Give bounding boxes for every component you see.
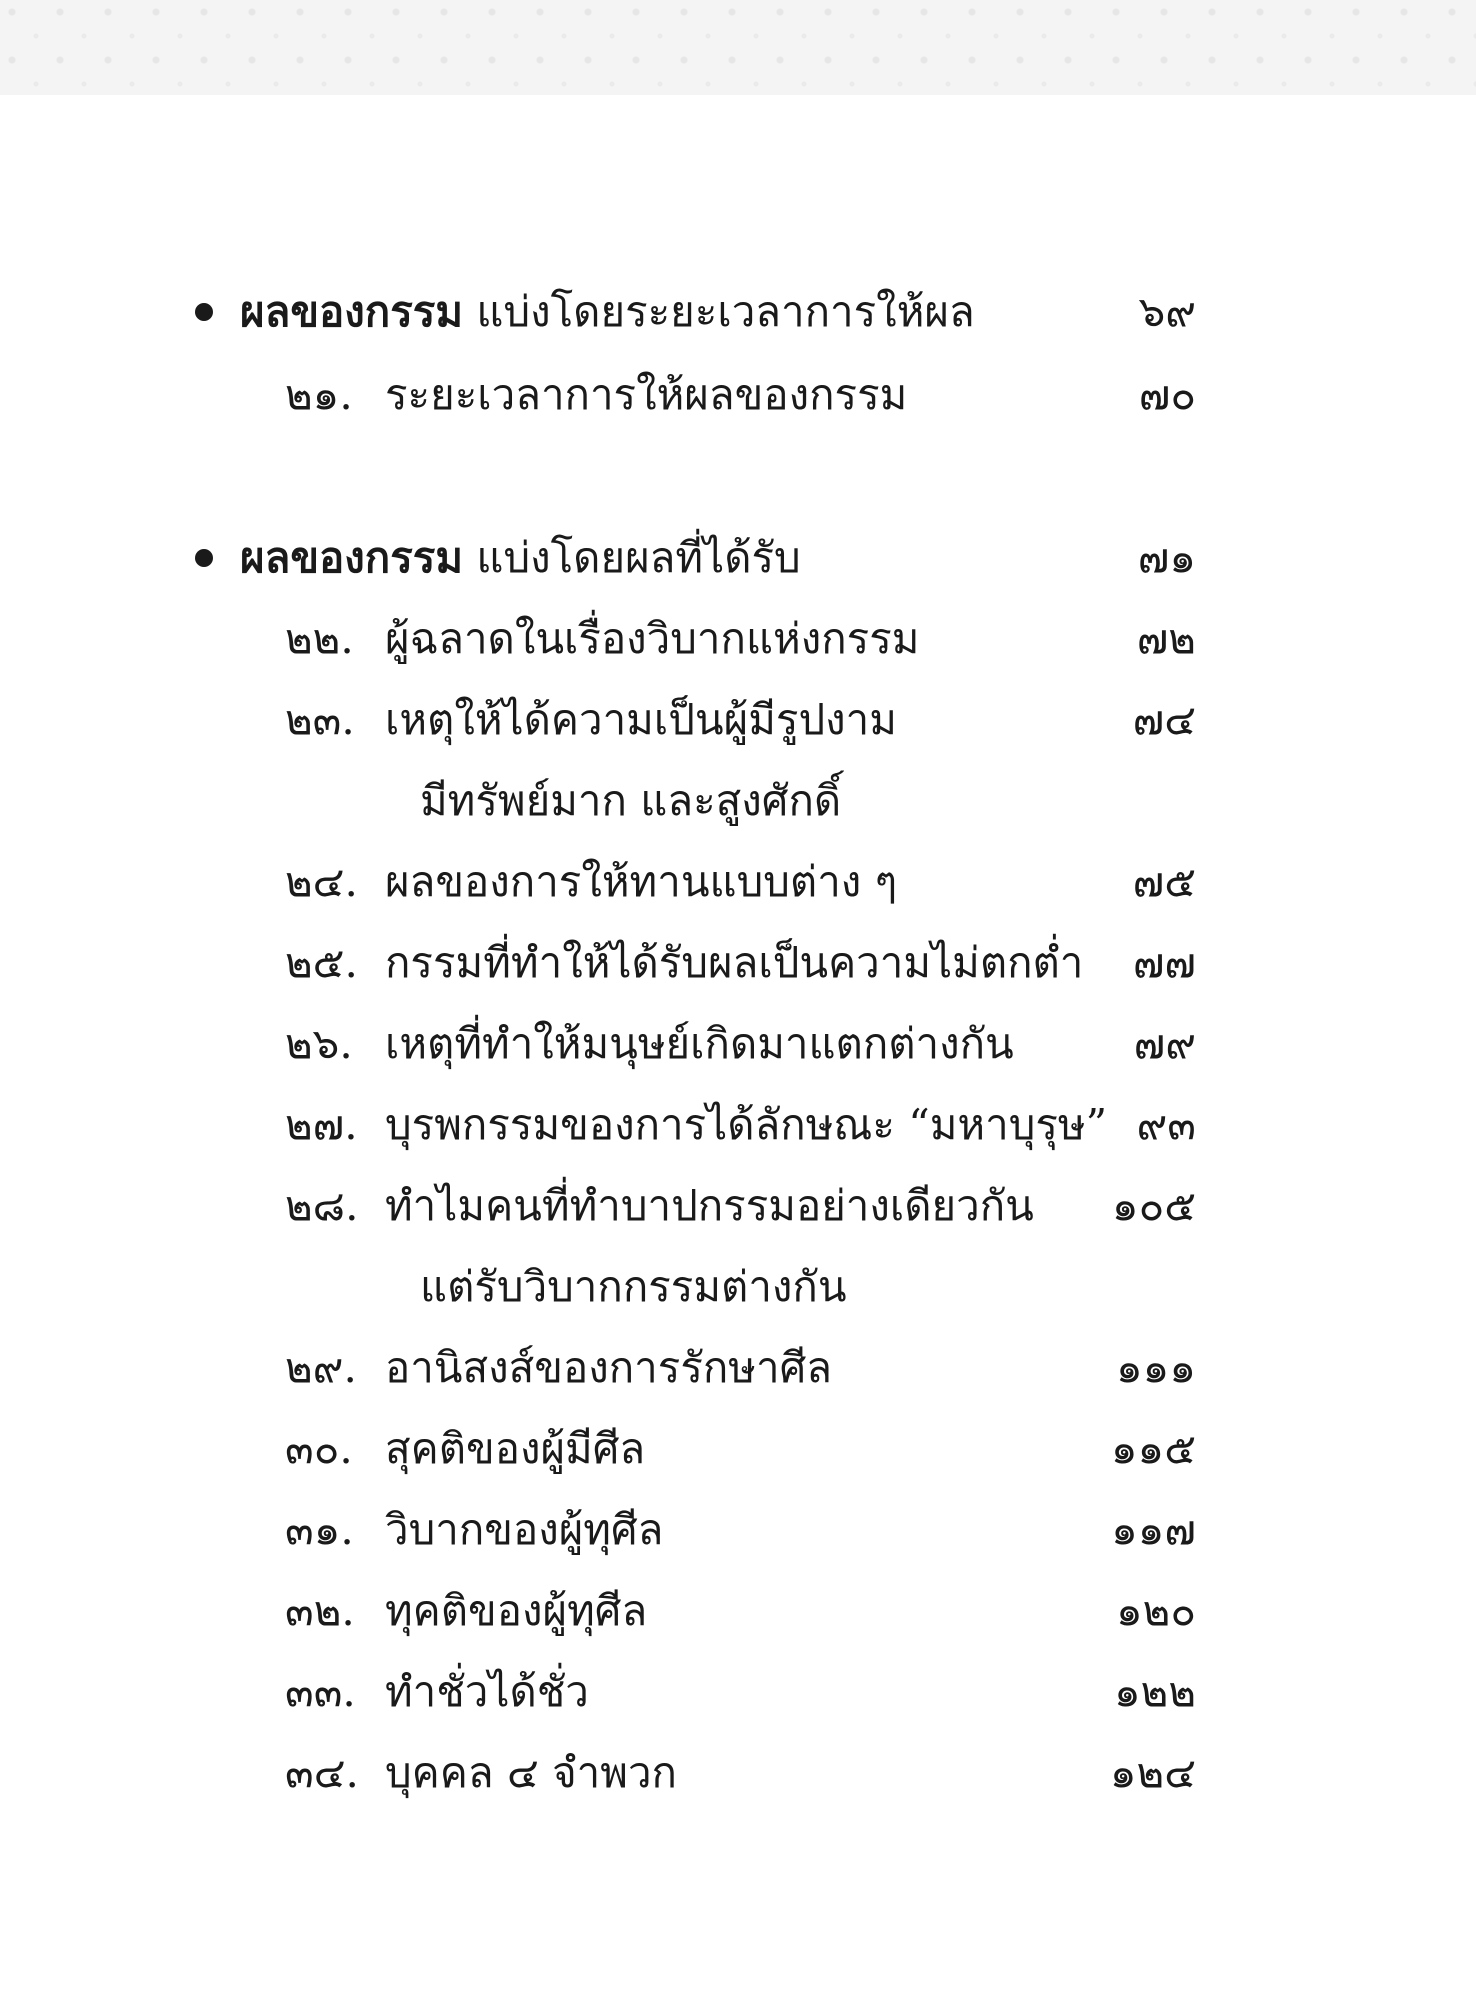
toc-entry xyxy=(0,1409,1476,1489)
entry-number: ๒๕. xyxy=(285,938,358,987)
section-title-rest: แบ่งโดยผลที่ได้รับ xyxy=(463,533,801,582)
entry-number: ๓๒. xyxy=(285,1586,355,1635)
entry-number: ๒๔. xyxy=(285,857,358,906)
section-page-number: ๖๙ xyxy=(1138,287,1196,336)
entry-number: ๒๒. xyxy=(285,614,354,663)
toc-entry xyxy=(0,1166,1476,1246)
toc-entry xyxy=(0,1733,1476,1813)
entry-page-number: ๗๐ xyxy=(1138,370,1196,419)
entry-title: เหตุให้ได้ความเป็นผู้มีรูปงาม xyxy=(385,695,897,744)
entry-title: ทำชั่วได้ชั่ว xyxy=(385,1667,589,1716)
toc-entry xyxy=(0,923,1476,1003)
entry-title: วิบากของผู้ทุศีล xyxy=(385,1505,664,1554)
entry-page-number: ๑๒๐ xyxy=(1116,1586,1196,1635)
toc-entry xyxy=(0,1571,1476,1651)
entry-title: อานิสงส์ของการรักษาศีล xyxy=(385,1343,832,1392)
entry-page-number: ๙๓ xyxy=(1136,1100,1196,1149)
toc-entry xyxy=(0,1652,1476,1732)
toc-section-heading xyxy=(0,518,1476,598)
toc-entry xyxy=(0,599,1476,679)
toc-entry xyxy=(0,680,1476,760)
entry-title: ผู้ฉลาดในเรื่องวิบากแห่งกรรม xyxy=(385,614,920,663)
entry-number: ๒๖. xyxy=(285,1019,353,1068)
section-title-bold: ผลของกรรม xyxy=(240,287,464,336)
toc-entry xyxy=(0,1085,1476,1165)
entry-page-number: ๑๒๔ xyxy=(1109,1748,1196,1797)
toc-entry xyxy=(0,1490,1476,1570)
section-title xyxy=(240,518,801,598)
entry-title: ทุคติของผู้ทุศีล xyxy=(385,1586,648,1635)
entry-page-number: ๑๒๒ xyxy=(1113,1667,1196,1716)
entry-number: ๓๓. xyxy=(285,1667,356,1716)
entry-number: ๓๑. xyxy=(285,1505,354,1554)
entry-page-number: ๑๑๕ xyxy=(1110,1424,1196,1473)
entry-page-number: ๗๔ xyxy=(1132,695,1196,744)
section-title xyxy=(240,272,975,352)
entry-number: ๒๗. xyxy=(285,1100,358,1149)
entry-title: บุรพกรรมของการได้ลักษณะ “มหาบุรุษ” xyxy=(385,1100,1108,1149)
toc-entry xyxy=(0,842,1476,922)
entry-page-number: ๗๗ xyxy=(1132,938,1196,987)
entry-title: บุคคล ๔ จำพวก xyxy=(385,1748,677,1797)
entry-page-number: ๗๙ xyxy=(1133,1019,1196,1068)
entry-page-number: ๑๑๗ xyxy=(1111,1505,1196,1554)
entry-title-continuation: แต่รับวิบากกรรมต่างกัน xyxy=(420,1262,847,1311)
entry-title: ผลของการให้ทานแบบต่าง ๆ xyxy=(385,857,898,906)
entry-title: เหตุที่ทำให้มนุษย์เกิดมาแตกต่างกัน xyxy=(385,1019,1014,1068)
entry-page-number: ๗๕ xyxy=(1132,857,1196,906)
entry-title-continuation: มีทรัพย์มาก และสูงศักดิ์ xyxy=(420,776,842,825)
toc-entry-continuation xyxy=(0,1247,1476,1327)
entry-number: ๒๘. xyxy=(285,1181,359,1230)
entry-title: ระยะเวลาการให้ผลของกรรม xyxy=(385,370,908,419)
entry-number: ๒๙. xyxy=(285,1343,357,1392)
section-page-number: ๗๑ xyxy=(1137,533,1196,582)
entry-number: ๒๓. xyxy=(285,695,355,744)
entry-title: สุคติของผู้มีศีล xyxy=(385,1424,646,1473)
entry-number: ๓๐. xyxy=(285,1424,353,1473)
toc-entry xyxy=(0,1004,1476,1084)
toc-section-heading xyxy=(0,272,1476,352)
bullet-icon xyxy=(195,549,213,567)
toc-entry-continuation xyxy=(0,761,1476,841)
toc-entry xyxy=(0,1328,1476,1408)
entry-page-number: ๗๒ xyxy=(1136,614,1196,663)
entry-number: ๓๔. xyxy=(285,1748,359,1797)
toc-entry xyxy=(0,355,1476,435)
entry-page-number: ๑๑๑ xyxy=(1116,1343,1196,1392)
entry-number: ๒๑. xyxy=(285,370,353,419)
section-title-rest: แบ่งโดยระยะเวลาการให้ผล xyxy=(463,287,975,336)
section-title-bold: ผลของกรรม xyxy=(240,533,464,582)
bullet-icon xyxy=(195,303,213,321)
entry-title: ทำไมคนที่ทำบาปกรรมอย่างเดียวกัน xyxy=(385,1181,1034,1230)
entry-title: กรรมที่ทำให้ได้รับผลเป็นความไม่ตกต่ำ xyxy=(385,938,1084,987)
entry-page-number: ๑๐๕ xyxy=(1111,1181,1196,1230)
